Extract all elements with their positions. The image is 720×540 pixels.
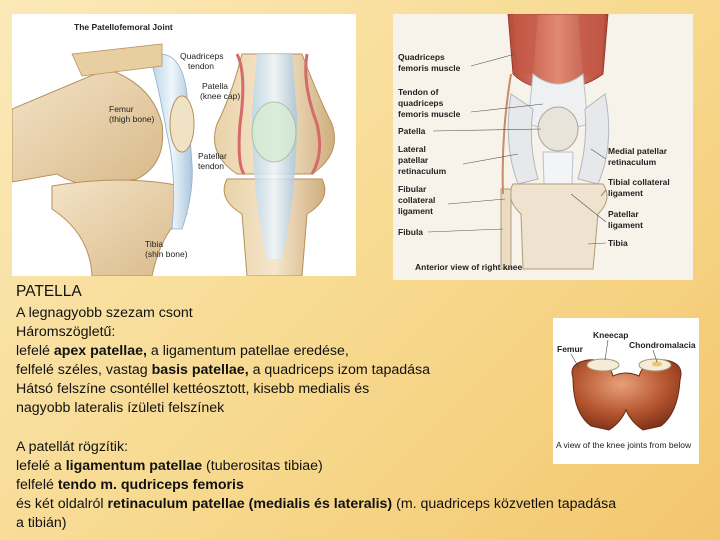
small-figure-caption: A view of the knee joints from below [556, 440, 692, 450]
text-line: A legnagyobb szezam csont [16, 305, 193, 321]
label-tendon-quadriceps: quadriceps [398, 98, 444, 108]
text-line: felfelé tendo m. qudriceps femoris [16, 477, 244, 493]
label-tibial-ligament: Tibial collateral [608, 177, 670, 187]
label-tibia: Tibia [608, 238, 628, 248]
label-lateral-retinaculum: Lateral [398, 144, 426, 154]
label-patella: Patella [202, 81, 228, 91]
label-patellar-tendon: Patellar [198, 151, 227, 161]
right-figure-caption: Anterior view of right knee [415, 262, 523, 272]
label-tendon-of: Tendon of [398, 87, 439, 97]
label-shin-bone: (shin bone) [145, 249, 188, 259]
label-patella: Patella [398, 126, 426, 136]
label-femur: Femur [109, 104, 134, 114]
text-line: lefelé apex patellae, a ligamentum patellae eredése, [16, 343, 349, 359]
label-medial-retinaculum: Medial patellar [608, 146, 668, 156]
label-quadriceps-muscle: Quadriceps [398, 52, 445, 62]
label-fibula: Fibula [398, 227, 424, 237]
label-chondromalacia: Chondromalacia [629, 340, 696, 350]
text-line: Hátsó felszíne csontéllel kettéosztott, kisebb medialis és [16, 381, 370, 397]
label-knee-cap: (knee cap) [200, 91, 241, 101]
label-tibial-ligament-2: ligament [608, 188, 643, 198]
text-line: nagyobb lateralis ízületi felszínek [16, 400, 225, 416]
patellofemoral-joint-illustration [12, 14, 356, 276]
label-fibular-ligament-2: collateral [398, 195, 436, 205]
label-medial-retinaculum-2: retinaculum [608, 157, 657, 167]
label-fibular-ligament: Fibular [398, 184, 427, 194]
left-figure-title: The Patellofemoral Joint [74, 22, 173, 32]
label-patellar-ligament-2: ligament [608, 220, 643, 230]
text-line: és két oldalról retinaculum patellae (medialis és lateralis) (m. quadriceps közvetlen tapadása [16, 496, 617, 512]
label-patellar-tendon-2: tendon [198, 161, 224, 171]
patella-fixation [16, 438, 616, 533]
label-lateral-retinaculum-2: patellar [398, 155, 429, 165]
label-patellar-ligament: Patellar [608, 209, 639, 219]
anterior-knee-illustration [393, 14, 693, 280]
text-line: lefelé a ligamentum patellae (tuberositas tibiae) [16, 458, 323, 474]
label-femur: Femur [557, 344, 583, 354]
label-fibular-ligament-3: ligament [398, 206, 433, 216]
patella-description [16, 304, 430, 418]
text-line: A patellát rögzítik: [16, 439, 128, 455]
label-thigh-bone: (thigh bone) [109, 114, 155, 124]
label-quadriceps-tendon: Quadriceps [180, 51, 224, 61]
text-line: a tibián) [16, 515, 67, 531]
label-lateral-retinaculum-3: retinaculum [398, 166, 447, 176]
text-line: Háromszögletű: [16, 324, 116, 340]
label-tibia: Tibia [145, 239, 164, 249]
label-quadriceps-tendon-2: tendon [188, 61, 214, 71]
label-quadriceps-muscle-2: femoris muscle [398, 63, 461, 73]
text-line: felfelé széles, vastag basis patellae, a quadriceps izom tapadása [16, 362, 431, 378]
label-kneecap: Kneecap [593, 330, 629, 340]
label-tendon-femoris: femoris muscle [398, 109, 461, 119]
page-title: PATELLA [16, 283, 82, 300]
